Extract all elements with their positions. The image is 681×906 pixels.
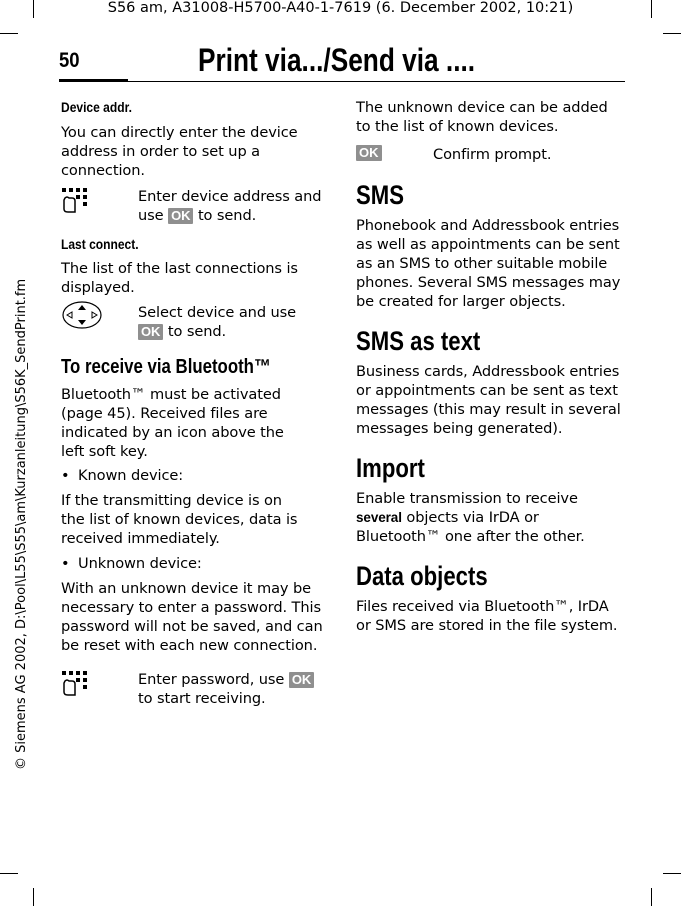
data-objects-heading: Data objects [356,561,488,591]
device-addr-instruction [61,187,325,225]
last-connect-instruction [61,303,325,341]
sms-text: Phonebook and Addressbook entries as well as appointments can be sent as an SMS to other suitable mobile phones. Several SMS messages may be created for larger objects. [356,217,621,310]
page-number: 50 [59,49,80,72]
last-connect-instr-2: to send. [167,323,227,340]
import-text-1: Enable transmission to receive [356,490,578,507]
import-text [356,489,596,546]
password-instr-2: to start receiving. [138,690,266,707]
ok-key-icon: OK [138,324,163,340]
unknown-add-text: The unknown device can be added to the list of known devices. [356,99,608,135]
device-addr-instr-2: to send. [197,207,257,224]
keypad-hand-icon [61,670,89,696]
crop-mark [33,888,34,906]
import-heading: Import [356,453,425,483]
sms-as-text-heading: SMS as text [356,326,481,356]
confirm-instruction [356,145,624,165]
ok-key-icon: OK [168,208,193,224]
import-text-2: objects via IrDA or Bluetooth™ one after the other. [356,509,585,545]
ok-key-icon: OK [356,145,382,161]
device-addr-heading: Device addr. [61,99,132,115]
sms-as-text-text: Business cards, Addressbook entries or appointments can be sent as text messages (this may result in several messages being generated). [356,363,621,437]
crop-mark [0,873,18,874]
receive-bluetooth-heading: To receive via Bluetooth™ [61,356,271,378]
known-device-bullet [61,466,325,485]
crop-mark [663,873,681,874]
crop-mark [663,33,681,34]
bullet-dot: • [61,555,70,572]
sms-heading: SMS [356,180,404,210]
confirm-prompt-text: Confirm prompt. [433,146,552,163]
crop-mark [0,33,18,34]
last-connect-text: The list of the last connections is displayed. [61,260,298,296]
import-text-bold: several [356,510,402,525]
data-objects-text: Files received via Bluetooth™, IrDA or SMS are stored in the file system. [356,598,618,634]
crop-mark [651,888,652,906]
copyright-file-path: © Siemens AG 2002, D:\Pool\L55\S55\am\Kurzanleitung\S56K_SendPrint.fm [14,278,29,770]
unknown-device-text: With an unknown device it may be necessary to enter a password. This password will not be saved, and can be reset with each new connection. [61,580,323,654]
print-metadata: S56 am, A31008-H5700-A40-1-7619 (6. December 2002, 10:21) [107,0,574,16]
password-instruction [61,670,325,708]
left-column [61,98,325,708]
unknown-device-bullet [61,554,325,573]
keypad-hand-icon [61,187,89,213]
last-connect-instr-1: Select device and use [138,304,297,321]
known-device-label: Known device: [78,467,184,484]
device-addr-text: You can directly enter the device address in order to set up a connection. [61,124,298,179]
right-column [356,98,624,635]
device-addr-instr-1: Enter device address and use [138,188,322,224]
navigation-key-icon [61,300,103,330]
header-rule [128,81,625,82]
last-connect-heading: Last connect. [61,236,139,252]
receive-bluetooth-text: Bluetooth™ must be activated (page 45). Received files are indicated by an icon above the left soft key. [61,386,284,460]
password-instr-1: Enter password, use [138,671,285,688]
known-device-text: If the transmitting device is on the list of known devices, data is received immediately. [61,492,298,547]
bullet-dot: • [61,467,70,484]
ok-key-icon: OK [289,672,314,688]
unknown-device-label: Unknown device: [78,555,202,572]
page-title: Print via.../Send via .... [198,42,476,78]
page-number-underline [59,79,128,82]
